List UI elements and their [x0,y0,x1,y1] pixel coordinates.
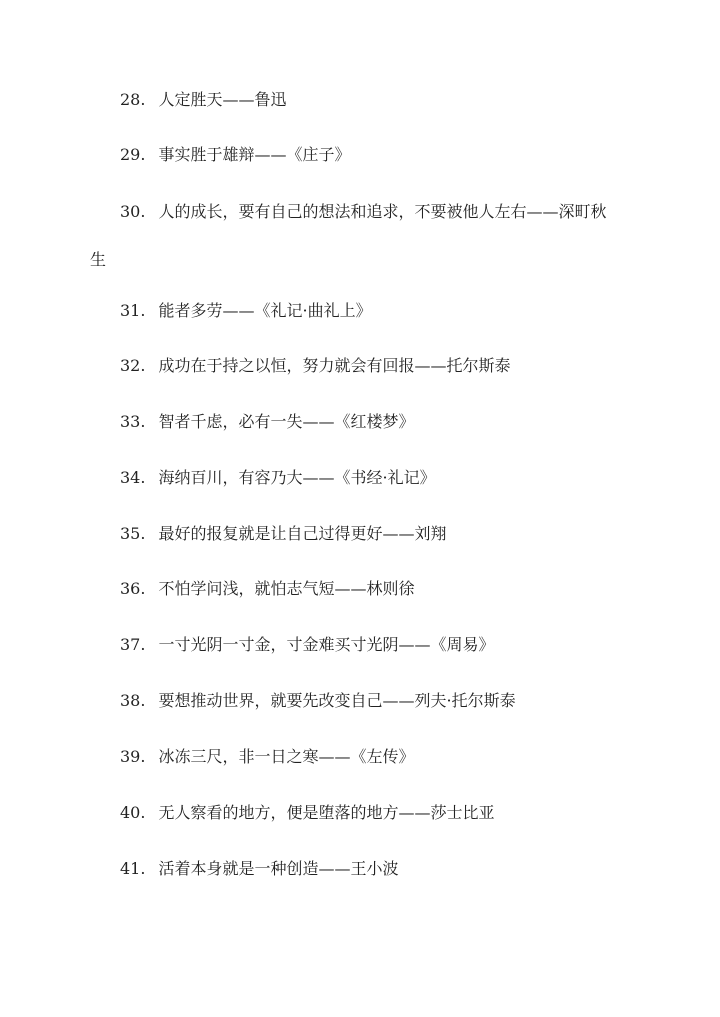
item-text: 冰冻三尺，非一日之寒——《左传》 [158,747,415,766]
item-text: 无人察看的地方，便是堕落的地方——莎士比亚 [158,803,495,822]
item-number: 29. [120,145,146,164]
item-number: 40. [120,803,146,822]
list-item [90,414,660,430]
list-item [90,637,660,653]
item-number: 30. [120,202,146,221]
item-number: 41. [120,859,146,878]
item-number: 31. [120,301,146,320]
list-item [90,526,660,542]
list-item [90,92,660,108]
item-number: 36. [120,579,146,598]
list-item [90,188,610,284]
item-text: 人定胜天——鲁迅 [158,90,287,109]
item-text: 海纳百川，有容乃大——《书经·礼记》 [158,468,436,487]
item-number: 39. [120,747,146,766]
item-number: 37. [120,635,146,654]
item-text: 活着本身就是一种创造——王小波 [158,859,399,878]
item-text: 一寸光阴一寸金，寸金难买寸光阴——《周易》 [158,635,495,654]
item-number: 33. [120,412,146,431]
item-number: 28. [120,90,146,109]
list-item [90,581,660,597]
item-number: 38. [120,691,146,710]
list-item [90,358,660,374]
item-text: 要想推动世界，就要先改变自己——列夫·托尔斯泰 [158,691,516,710]
list-item [90,147,660,163]
list-item [90,861,660,877]
item-text: 人的成长，要有自己的想法和追求，不要被他人左右——深町秋生 [90,202,607,269]
item-text: 智者千虑，必有一失——《红楼梦》 [158,412,415,431]
item-text: 最好的报复就是让自己过得更好——刘翔 [158,524,447,543]
item-number: 32. [120,356,146,375]
item-text: 不怕学问浅，就怕志气短——林则徐 [158,579,415,598]
list-item [90,805,660,821]
item-number: 35. [120,524,146,543]
item-text: 事实胜于雄辩——《庄子》 [158,145,351,164]
item-text: 成功在于持之以恒，努力就会有回报——托尔斯泰 [158,356,511,375]
list-item [90,693,660,709]
item-number: 34. [120,468,146,487]
list-item [90,303,660,319]
item-text: 能者多劳——《礼记·曲礼上》 [158,301,372,320]
list-item [90,749,660,765]
list-item [90,470,660,486]
